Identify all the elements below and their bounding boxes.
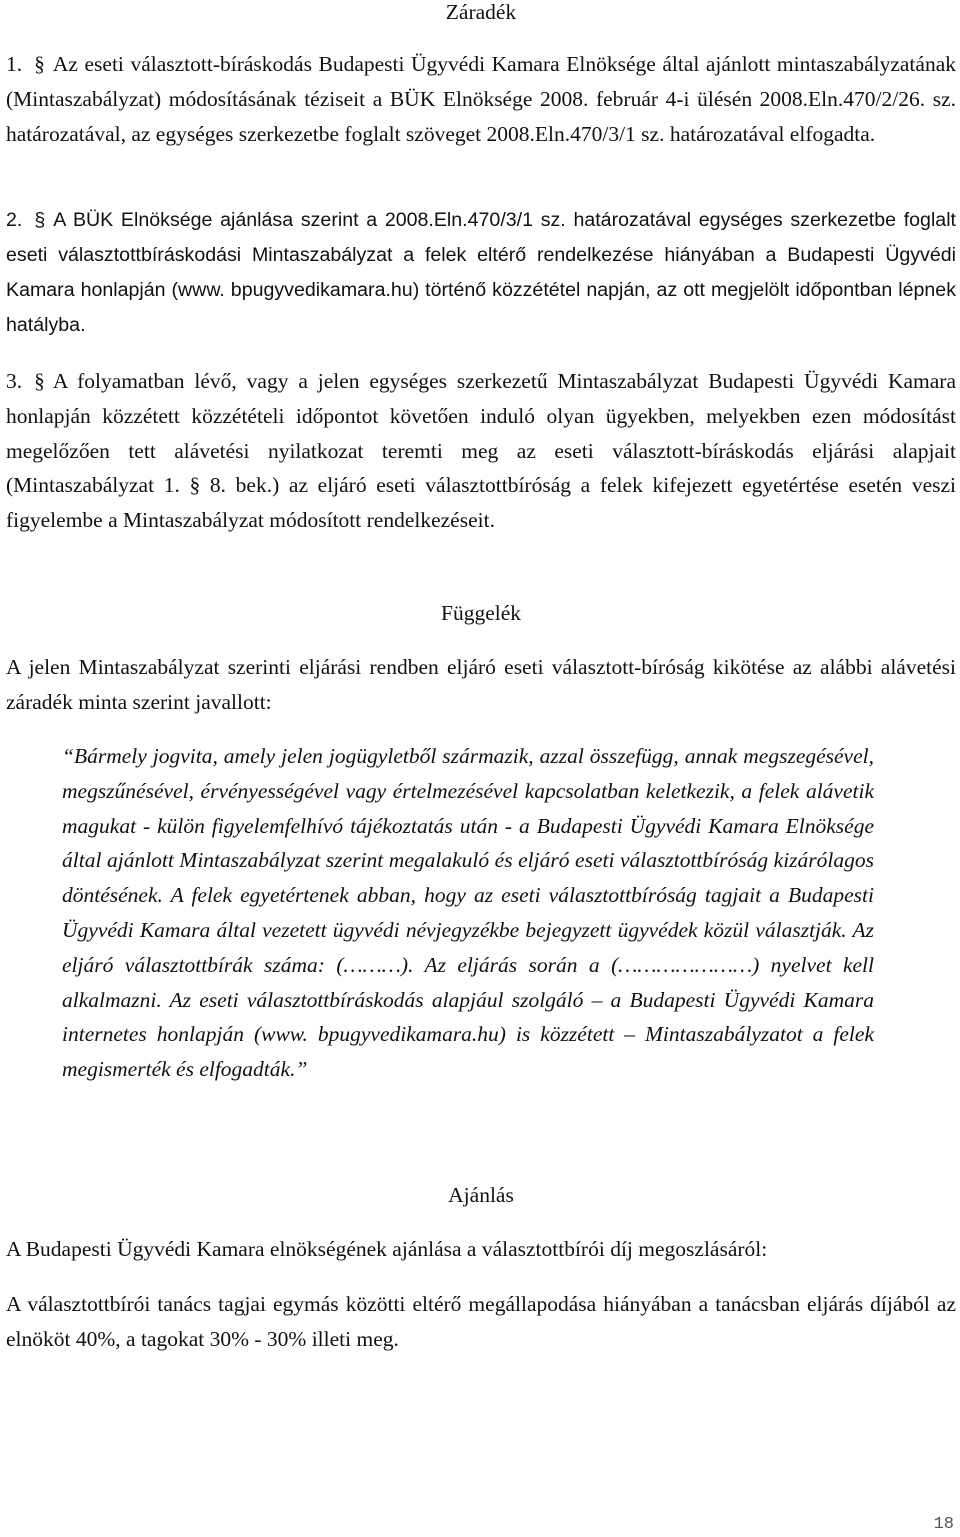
page-number: 18 bbox=[933, 1515, 954, 1534]
clause-number: 1. bbox=[6, 52, 23, 76]
arbitration-clause-quote: “Bármely jogvita, amely jelen jogügyletből származik, azzal összefügg, annak megszegésével, megszűnésével, érvényességével vagy értelmezésével kapcsolatban keletkezik, a felek alávetik magukat - külön figyelemfelhívó tájékoztatás után - a Budapesti Ügyvédi Kamara Elnöksége által ajánlott Mintaszabályzat szerint megalakuló és eljáró eseti választottbíróság kizárólagos döntésének. A felek egyetértenek abban, hogy az eseti választottbíróság tagjait a Budapesti Ügyvédi Kamara által vezetett ügyvédi névjegyzékbe bejegyzett ügyvédek közül választják. Az eljáró választottbírák száma: (………). Az eljárás során a (…………………) nyelvet kell alkalmazni. Az eseti választottbíráskodás alapjául szolgáló – a Budapesti Ügyvédi Kamara internetes honlapján (www. bpugyvedikamara.hu) is közzétett – Mintaszabályzatot a felek megismerték és elfogadták.” bbox=[62, 744, 874, 1082]
clause-number: 2. bbox=[6, 209, 23, 231]
section-sign: § bbox=[34, 209, 46, 231]
recommendation-subtitle: A Budapesti Ügyvédi Kamara elnökségének ajánlása a választottbírói díj megoszlásáról: bbox=[6, 1237, 768, 1261]
clause-number: 3. bbox=[6, 369, 23, 393]
clause-2 bbox=[6, 203, 956, 343]
recommendation-title: Ajánlás bbox=[448, 1183, 514, 1207]
appendix-intro: A jelen Mintaszabályzat szerinti eljárási rendben eljáró eseti választott-bíróság kikötése az alábbi alávetési záradék minta szerint javallott: bbox=[6, 655, 956, 714]
clause-text: A BÜK Elnöksége ajánlása szerint a 2008.Eln.470/3/1 sz. határozatával egységes szerkezetbe foglalt eseti választottbíráskodási Mintaszabályzat a felek eltérő rendelkezése hiányában a Budapesti Ügyvédi Kamara honlapján (www. bpugyvedikamara.hu) történő közzététel napján, az ott megjelölt időpontban lépnek hatályba. bbox=[6, 209, 956, 336]
section-sign: § bbox=[34, 52, 45, 76]
appendix-title: Függelék bbox=[440, 601, 522, 625]
section-sign: § bbox=[34, 369, 45, 393]
clause-text: Az eseti választott-bíráskodás Budapesti Ügyvédi Kamara Elnöksége által ajánlott mintaszabályzatának (Mintaszabályzat) módosításának téziseit a BÜK Elnöksége 2008. február 4-i ülésén 2008.Eln.470/2/26. sz. határozatával, az egységes szerkezetbe foglalt szöveget 2008.Eln.470/3/1 sz. határozatával elfogadta. bbox=[6, 52, 956, 146]
page-title: Záradék bbox=[445, 0, 517, 24]
clause-text: A folyamatban lévő, vagy a jelen egységes szerkezetű Mintaszabályzat Budapesti Ügyvédi Kamara honlapján közzétett közzétételi időpontot követően induló olyan ügyekben, melyekben ezen módosítást megelőzően tett alávetési nyilatkozat teremti meg az eseti választott-bíráskodás eljárási alapjait (Mintaszabályzat 1. § 8. bek.) az eljáró eseti választottbíróság a felek kifejezett egyetértése esetén veszi figyelembe a Mintaszabályzat módosított rendelkezéseit. bbox=[6, 369, 956, 533]
clause-3 bbox=[6, 364, 956, 538]
clause-1 bbox=[6, 47, 956, 151]
recommendation-text: A választottbírói tanács tagjai egymás közötti eltérő megállapodása hiányában a tanácsban eljárás díjából az elnököt 40%, a tagokat 30% - 30% illeti meg. bbox=[6, 1292, 956, 1351]
